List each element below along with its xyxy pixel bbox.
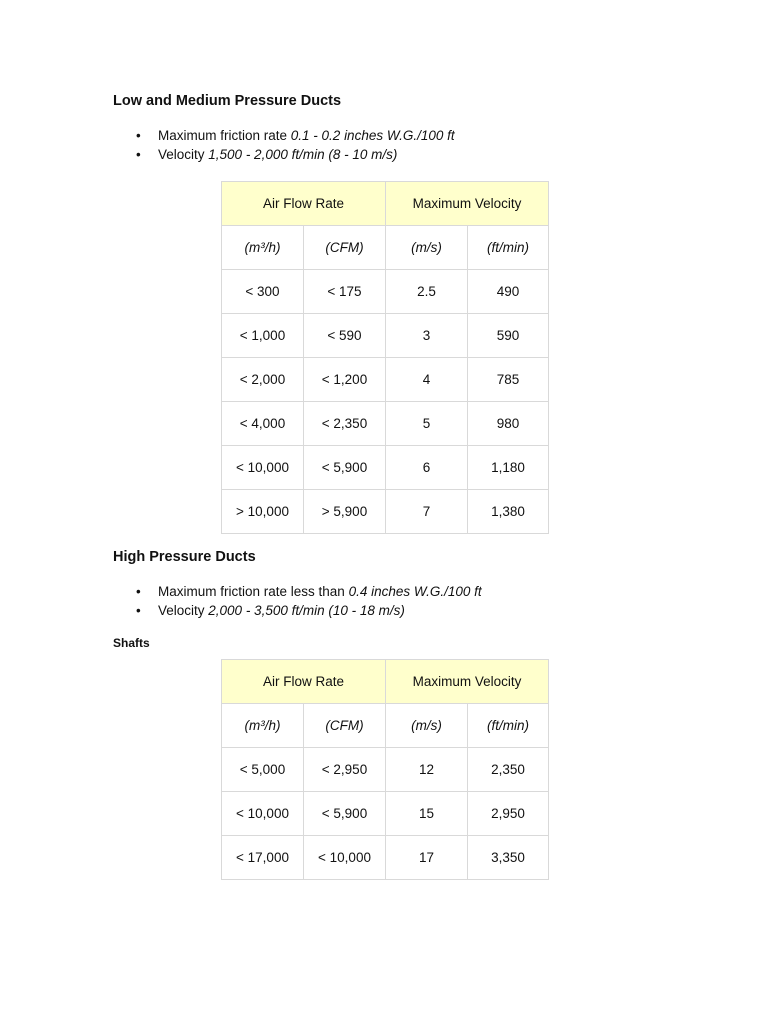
table-cell: < 10,000	[222, 446, 304, 490]
section-title-high-pressure: High Pressure Ducts	[113, 549, 256, 565]
table-cell: < 300	[222, 270, 304, 314]
bullet-prefix: Velocity	[158, 603, 209, 618]
unit-cell: (m³/h)	[222, 704, 304, 748]
table-cell: 2.5	[386, 270, 468, 314]
table-cell: < 1,000	[222, 314, 304, 358]
bullet-icon: •	[136, 147, 141, 162]
table-cell: < 5,900	[304, 446, 386, 490]
table-row	[222, 358, 549, 402]
bullet-value: 0.1 - 0.2 inches W.G./100 ft	[290, 128, 455, 143]
unit-cell: (m³/h)	[222, 226, 304, 270]
table-row	[222, 490, 549, 534]
low-pressure-velocity-table	[221, 181, 549, 534]
table-cell: < 590	[304, 314, 386, 358]
maximum-velocity-header: Maximum Velocity	[386, 660, 549, 704]
list-item	[113, 582, 482, 601]
table-cell: 7	[386, 490, 468, 534]
maximum-velocity-header: Maximum Velocity	[386, 182, 549, 226]
table-cell: < 1,200	[304, 358, 386, 402]
table-cell: 980	[468, 402, 549, 446]
table-header-row	[222, 182, 549, 226]
table-cell: 17	[386, 836, 468, 880]
table-cell: < 2,350	[304, 402, 386, 446]
table-header-row	[222, 660, 549, 704]
bullet-prefix: Maximum friction rate	[158, 128, 291, 143]
bullet-icon: •	[136, 603, 141, 618]
bullet-value: 0.4 inches W.G./100 ft	[348, 584, 482, 599]
table-cell: 590	[468, 314, 549, 358]
table-units-row	[222, 704, 549, 748]
table-cell: 490	[468, 270, 549, 314]
unit-cell: (m/s)	[386, 704, 468, 748]
bullet-prefix: Maximum friction rate less than	[158, 584, 349, 599]
unit-cell: (CFM)	[304, 226, 386, 270]
table-cell: 12	[386, 748, 468, 792]
unit-cell: (ft/min)	[468, 704, 549, 748]
low-pressure-bullet-list	[113, 126, 455, 164]
table-cell: > 10,000	[222, 490, 304, 534]
high-pressure-bullet-list	[113, 582, 482, 620]
table-row	[222, 446, 549, 490]
table-cell: < 2,000	[222, 358, 304, 402]
table-row	[222, 836, 549, 880]
table-cell: < 175	[304, 270, 386, 314]
list-item	[113, 126, 455, 145]
list-item	[113, 145, 455, 164]
table-cell: 15	[386, 792, 468, 836]
table-row	[222, 748, 549, 792]
shafts-velocity-table	[221, 659, 549, 880]
air-flow-rate-header: Air Flow Rate	[222, 660, 386, 704]
table-cell: 2,350	[468, 748, 549, 792]
bullet-value: 1,500 - 2,000 ft/min (8 - 10 m/s)	[208, 147, 398, 162]
table-cell: < 4,000	[222, 402, 304, 446]
bullet-prefix: Velocity	[158, 147, 209, 162]
table-cell: 6	[386, 446, 468, 490]
unit-cell: (m/s)	[386, 226, 468, 270]
table-row	[222, 402, 549, 446]
table-row	[222, 314, 549, 358]
section-title-low-medium-pressure: Low and Medium Pressure Ducts	[113, 93, 342, 109]
table-cell: 2,950	[468, 792, 549, 836]
table-cell: < 10,000	[304, 836, 386, 880]
table-cell: 3,350	[468, 836, 549, 880]
table-row	[222, 270, 549, 314]
bullet-value: 2,000 - 3,500 ft/min (10 - 18 m/s)	[208, 603, 405, 618]
table-cell: 1,380	[468, 490, 549, 534]
table-units-row	[222, 226, 549, 270]
unit-cell: (CFM)	[304, 704, 386, 748]
table-cell: 4	[386, 358, 468, 402]
table-cell: 785	[468, 358, 549, 402]
table-cell: 1,180	[468, 446, 549, 490]
table-cell: 5	[386, 402, 468, 446]
table-cell: < 5,000	[222, 748, 304, 792]
bullet-icon: •	[136, 128, 141, 143]
section-title-shafts: Shafts	[113, 636, 150, 650]
table-row	[222, 792, 549, 836]
table-cell: 3	[386, 314, 468, 358]
table-cell: > 5,900	[304, 490, 386, 534]
table-cell: < 2,950	[304, 748, 386, 792]
list-item	[113, 601, 482, 620]
unit-cell: (ft/min)	[468, 226, 549, 270]
air-flow-rate-header: Air Flow Rate	[222, 182, 386, 226]
table-cell: < 10,000	[222, 792, 304, 836]
table-cell: < 5,900	[304, 792, 386, 836]
table-cell: < 17,000	[222, 836, 304, 880]
bullet-icon: •	[136, 584, 141, 599]
